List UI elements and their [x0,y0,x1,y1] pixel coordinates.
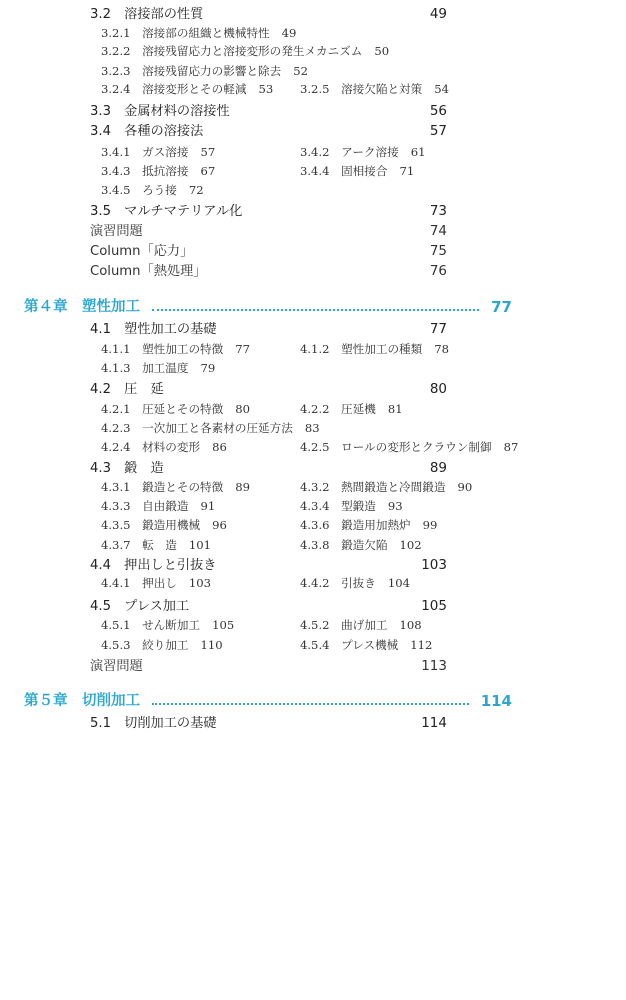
toc-subsection-title: 4.3.4 型鍛造 [300,499,376,513]
toc-page-number: 102 [399,538,422,552]
toc-page-number: 54 [434,82,450,96]
toc-page-number: 73 [429,203,447,219]
toc-subsection[interactable] [300,540,422,552]
toc-subsection-title: 3.2.2 溶接残留応力と溶接変形の発生メカニズム [101,44,363,58]
toc-extra-item[interactable] [90,225,447,238]
toc-subsection[interactable] [101,363,215,375]
toc-subsection-title: 4.3.6 鍛造用加熱炉 [300,518,411,532]
toc-section[interactable] [90,323,447,336]
toc-section-title: 4.3 鍛 造 [90,461,164,476]
toc-section-title: 3.3 金属材料の溶接性 [90,104,230,119]
toc-page-number: 80 [429,381,447,397]
toc-page-number: 56 [429,103,447,119]
toc-subsection[interactable] [300,84,449,96]
toc-subsection[interactable] [300,147,425,159]
toc-subsection[interactable] [101,578,211,590]
toc-dot-leader [152,703,469,705]
toc-page-number: 110 [200,638,223,652]
toc-subsection[interactable] [101,423,320,435]
toc-page-number: 74 [429,223,447,239]
toc-subsection[interactable] [101,501,215,513]
toc-page-number: 81 [387,402,403,416]
toc-subsection-title: 4.2.2 圧延機 [300,402,376,416]
toc-subsection[interactable] [101,46,389,58]
toc-subsection[interactable] [101,640,223,652]
toc-page-number: 80 [235,402,251,416]
toc-section-title: 4.1 塑性加工の基礎 [90,322,217,337]
toc-subsection-title: 4.3.3 自由鍛造 [101,499,189,513]
toc-section[interactable] [90,205,447,218]
toc-subsection[interactable] [101,185,204,197]
toc-page-number: 77 [235,342,251,356]
toc-subsection-title: 3.2.5 溶接欠陥と対策 [300,82,423,96]
toc-subsection[interactable] [300,166,414,178]
toc-subsection[interactable] [101,482,250,494]
toc-page-number: 87 [503,440,519,454]
toc-page-number: 103 [188,576,212,590]
toc-page-number: 96 [212,518,227,532]
toc-section-title: 4.4 押出しと引抜き [90,558,217,573]
toc-page-number: 79 [200,361,216,375]
toc-subsection-title: 3.4.3 抵抗溶接 [101,164,189,178]
toc-subsection[interactable] [300,344,449,356]
toc-chapter-title: 第５章 切削加工 [24,693,140,709]
toc-page-number: 105 [421,598,447,614]
toc-page-number: 114 [480,692,512,710]
toc-subsection[interactable] [101,442,227,454]
toc-page-number: 49 [281,26,297,40]
toc-subsection-title: 3.2.3 溶接残留応力の影響と除去 [101,64,282,78]
toc-page-number: 101 [188,538,212,552]
toc-chapter-title: 第４章 塑性加工 [24,299,140,315]
toc-page-number: 104 [387,576,411,590]
toc-subsection[interactable] [300,501,403,513]
toc-page-number: 90 [457,480,473,494]
toc-extra-item[interactable] [90,265,447,278]
toc-section[interactable] [90,462,447,475]
toc-subsection[interactable] [101,66,308,78]
toc-subsection-title: 3.4.4 固相接合 [300,164,388,178]
toc-page-number: 57 [200,145,216,159]
toc-page-number: 77 [429,321,447,337]
toc-section-title: 4.2 圧 延 [90,382,164,397]
toc-dot-leader [152,309,479,311]
toc-subsection[interactable] [101,620,234,632]
toc-subsection[interactable] [101,540,211,552]
toc-subsection-title: 4.2.4 材料の変形 [101,440,201,454]
toc-section[interactable] [90,717,447,730]
toc-extra-title: 演習問題 [90,224,143,239]
toc-section[interactable] [90,559,447,572]
toc-page-number: 57 [429,123,447,139]
toc-subsection-title: 4.2.3 一次加工と各素材の圧延方法 [101,421,293,435]
toc-subsection-title: 4.3.2 熱間鍛造と冷間鍛造 [300,480,446,494]
toc-page-number: 67 [200,164,216,178]
toc-subsection-title: 4.2.5 ロールの変形とクラウン制御 [300,440,492,454]
toc-page-number: 113 [421,658,447,674]
toc-subsection[interactable] [101,520,227,532]
toc-section-title: 3.5 マルチマテリアル化 [90,204,243,219]
toc-subsection-title: 4.1.2 塑性加工の種類 [300,342,423,356]
toc-subsection-title: 3.4.2 アーク溶接 [300,145,399,159]
toc-page-number: 114 [421,715,447,731]
toc-subsection-title: 3.4.1 ガス溶接 [101,145,189,159]
toc-subsection[interactable] [300,442,518,454]
toc-page-number: 91 [200,499,216,513]
toc-page-number: 77 [491,298,512,316]
toc-extra-title: Column「応力」 [90,244,194,259]
toc-subsection-title: 4.3.5 鍛造用機械 [101,518,201,532]
toc-page-number: 53 [258,82,274,96]
toc-section[interactable] [90,383,447,396]
toc-section[interactable] [90,105,447,118]
toc-section[interactable] [90,600,447,613]
toc-page-number: 93 [387,499,403,513]
toc-subsection[interactable] [300,620,422,632]
toc-page-number: 103 [421,557,447,573]
toc-subsection[interactable] [101,28,296,40]
toc-subsection[interactable] [300,578,410,590]
toc-section-title: 4.5 プレス加工 [90,599,190,614]
toc-page-number: 83 [304,421,320,435]
toc-page-number: 89 [235,480,251,494]
toc-page-number: 52 [293,64,308,78]
toc-section-title: 3.4 各種の溶接法 [90,124,204,139]
toc-subsection-title: 3.2.1 溶接部の組織と機械特性 [101,26,270,40]
toc-page-number: 61 [410,145,426,159]
toc-page-number: 99 [422,518,438,532]
toc-page-number: 78 [434,342,450,356]
toc-subsection-title: 4.5.4 プレス機械 [300,638,399,652]
toc-subsection-title: 4.3.7 転 造 [101,538,177,552]
toc-subsection-title: 4.4.2 引抜き [300,576,376,590]
toc-subsection[interactable] [101,344,250,356]
toc-subsection-title: 4.5.3 絞り加工 [101,638,189,652]
toc-subsection-title: 3.2.4 溶接変形とその軽減 [101,82,247,96]
toc-subsection[interactable] [101,84,273,96]
toc-subsection[interactable] [101,147,215,159]
toc-page-number: 75 [429,243,447,259]
toc-subsection-title: 4.3.8 鍛造欠陥 [300,538,388,552]
toc-page-number: 105 [212,618,235,632]
toc-extra-title: 演習問題 [90,659,143,674]
toc-subsection-title: 4.1.1 塑性加工の特徴 [101,342,224,356]
toc-subsection-title: 4.3.1 鍛造とその特徴 [101,480,224,494]
toc-chapter[interactable] [24,300,512,315]
toc-subsection-title: 4.4.1 押出し [101,576,177,590]
toc-subsection[interactable] [300,404,403,416]
toc-extra-title: Column「熱処理」 [90,264,207,279]
toc-chapter[interactable] [24,694,512,709]
toc-subsection-title: 3.4.5 ろう接 [101,183,177,197]
toc-subsection[interactable] [300,640,432,652]
toc-page-number: 89 [429,460,447,476]
toc-extra-item[interactable] [90,660,447,673]
toc-subsection[interactable] [300,482,472,494]
toc-section[interactable] [90,125,447,138]
toc-page-number: 108 [399,618,422,632]
toc-subsection[interactable] [101,166,215,178]
toc-section-title: 3.2 溶接部の性質 [90,7,204,22]
toc-subsection-title: 4.1.3 加工温度 [101,361,189,375]
toc-page-number: 112 [410,638,433,652]
toc-section[interactable] [90,8,447,21]
toc-section-title: 5.1 切削加工の基礎 [90,716,217,731]
toc-page-number: 71 [399,164,415,178]
toc-subsection-title: 4.5.2 曲げ加工 [300,618,388,632]
toc-subsection[interactable] [300,520,437,532]
toc-page-number: 50 [374,44,390,58]
toc-page-number: 49 [429,6,447,22]
toc-subsection-title: 4.5.1 せん断加工 [101,618,201,632]
toc-extra-item[interactable] [90,245,447,258]
toc-subsection[interactable] [101,404,250,416]
toc-subsection-title: 4.2.1 圧延とその特徴 [101,402,224,416]
toc-page-number: 86 [212,440,227,454]
toc-page-number: 76 [429,263,447,279]
toc-page-number: 72 [188,183,204,197]
